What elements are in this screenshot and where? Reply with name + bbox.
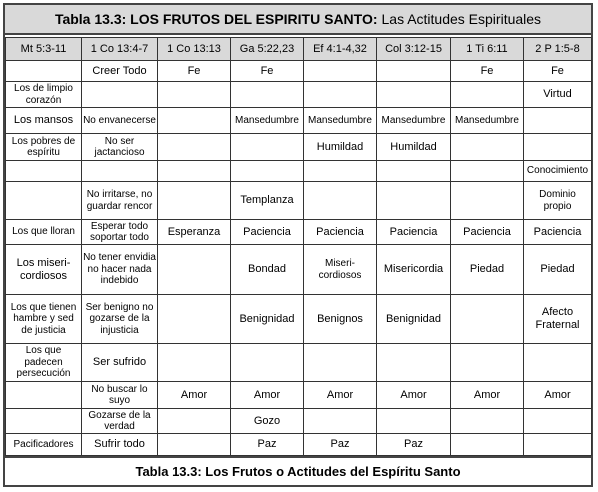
table-cell: Paciencia <box>304 220 377 245</box>
table-row <box>6 182 592 220</box>
table-cell <box>6 409 82 434</box>
table-cell <box>524 434 592 456</box>
table-cell <box>6 182 82 220</box>
table-cell: Esperar todo soportar todo <box>82 220 158 245</box>
table-cell <box>451 344 524 382</box>
table-cell: Ser sufrido <box>82 344 158 382</box>
table-cell: Gozarse de la verdad <box>82 409 158 434</box>
table-cell <box>158 434 231 456</box>
table-cell <box>231 82 304 108</box>
table-cell: Los que tienen hambre y sed de justicia <box>6 295 82 344</box>
table-cell: Amor <box>158 382 231 409</box>
table-row <box>6 434 592 456</box>
table-cell: No buscar lo suyo <box>82 382 158 409</box>
table-row <box>6 61 592 82</box>
column-header: 1 Co 13:13 <box>158 38 231 61</box>
fruits-table <box>5 37 592 456</box>
column-header: Ef 4:1-4,32 <box>304 38 377 61</box>
table-cell: Bondad <box>231 245 304 295</box>
table-cell <box>304 409 377 434</box>
table-cell: No envanecerse <box>82 108 158 134</box>
table-cell: Los de limpio corazón <box>6 82 82 108</box>
table-cell: Mansedumbre <box>451 108 524 134</box>
table-cell <box>6 161 82 182</box>
table-cell <box>451 295 524 344</box>
table-cell: Virtud <box>524 82 592 108</box>
table-cell <box>451 82 524 108</box>
table-cell <box>6 61 82 82</box>
table-row <box>6 134 592 161</box>
table-cell <box>524 134 592 161</box>
table-cell <box>82 161 158 182</box>
table-cell: Mansedumbre <box>377 108 451 134</box>
table-cell <box>231 161 304 182</box>
table-cell <box>158 182 231 220</box>
table-cell: Mansedumbre <box>304 108 377 134</box>
table-cell: Paciencia <box>377 220 451 245</box>
column-header: 1 Co 13:4-7 <box>82 38 158 61</box>
table-row <box>6 295 592 344</box>
table-cell: Amor <box>304 382 377 409</box>
table-cell: Fe <box>231 61 304 82</box>
table-cell <box>524 344 592 382</box>
column-header: 2 P 1:5-8 <box>524 38 592 61</box>
table-cell: Amor <box>377 382 451 409</box>
column-header: Ga 5:22,23 <box>231 38 304 61</box>
table-cell <box>158 409 231 434</box>
table-cell: No ser jactancioso <box>82 134 158 161</box>
table-title-rest: Las Actitudes Espirituales <box>381 11 542 27</box>
table-cell: No tener envidia no hacer nada indebido <box>82 245 158 295</box>
table-cell <box>304 344 377 382</box>
header-row <box>6 38 592 61</box>
table-cell: Benignos <box>304 295 377 344</box>
table-cell: Fe <box>451 61 524 82</box>
column-header: Mt 5:3-11 <box>6 38 82 61</box>
table-cell: Templanza <box>231 182 304 220</box>
table-row <box>6 161 592 182</box>
table-cell: Afecto Fraternal <box>524 295 592 344</box>
table-cell: Paciencia <box>524 220 592 245</box>
table-cell <box>82 82 158 108</box>
table-cell <box>451 434 524 456</box>
table-cell: Sufrir todo <box>82 434 158 456</box>
table-cell <box>158 134 231 161</box>
table-cell: Misericordia <box>377 245 451 295</box>
table-cell: Los que padecen persecución <box>6 344 82 382</box>
table-cell <box>524 108 592 134</box>
table-cell: Los mansos <box>6 108 82 134</box>
table-cell: Mansedumbre <box>231 108 304 134</box>
table-cell <box>6 382 82 409</box>
table-row <box>6 344 592 382</box>
table-cell <box>158 161 231 182</box>
table-cell: Fe <box>158 61 231 82</box>
table-cell: Conocimiento <box>524 161 592 182</box>
table-cell: Paz <box>377 434 451 456</box>
table-cell: Creer Todo <box>82 61 158 82</box>
table-cell <box>304 82 377 108</box>
table-row <box>6 108 592 134</box>
table-cell: Paciencia <box>451 220 524 245</box>
table-cell <box>451 182 524 220</box>
table-cell <box>158 344 231 382</box>
table-cell: Fe <box>524 61 592 82</box>
table-cell <box>377 161 451 182</box>
table-cell <box>231 344 304 382</box>
table-title-bold: Tabla 13.3: LOS FRUTOS DEL ESPIRITU SANTO: <box>54 11 378 27</box>
table-cell: Paz <box>304 434 377 456</box>
table-cell <box>304 182 377 220</box>
table-cell <box>451 134 524 161</box>
table-row <box>6 382 592 409</box>
table-cell: Humildad <box>377 134 451 161</box>
table-cell <box>377 182 451 220</box>
table-cell <box>158 108 231 134</box>
table-cell: Gozo <box>231 409 304 434</box>
table-cell: Dominio propio <box>524 182 592 220</box>
table-cell: Benignidad <box>231 295 304 344</box>
column-header: 1 Ti 6:11 <box>451 38 524 61</box>
table-cell <box>231 134 304 161</box>
table-cell: Los que lloran <box>6 220 82 245</box>
table-cell <box>524 409 592 434</box>
table-cell: Benignidad <box>377 295 451 344</box>
table-cell <box>304 161 377 182</box>
table-cell: Paciencia <box>231 220 304 245</box>
table-cell <box>377 344 451 382</box>
table-cell: Amor <box>231 382 304 409</box>
table-cell <box>377 409 451 434</box>
table-row <box>6 220 592 245</box>
table-cell: Piedad <box>451 245 524 295</box>
table-cell: Amor <box>451 382 524 409</box>
table-cell: Los miseri-cordiosos <box>6 245 82 295</box>
table-cell <box>377 61 451 82</box>
table-cell <box>377 82 451 108</box>
column-header: Col 3:12-15 <box>377 38 451 61</box>
table-cell <box>451 161 524 182</box>
table-cell: Pacificadores <box>6 434 82 456</box>
table-cell: Miseri-cordiosos <box>304 245 377 295</box>
table-cell: Piedad <box>524 245 592 295</box>
table-cell: Amor <box>524 382 592 409</box>
table-row <box>6 409 592 434</box>
table-cell: No irritarse, no guardar rencor <box>82 182 158 220</box>
table-cell <box>158 245 231 295</box>
table-cell <box>158 295 231 344</box>
table-row <box>6 245 592 295</box>
table-caption: Tabla 13.3: Los Frutos o Actitudes del Espíritu Santo <box>5 456 591 484</box>
table-cell: Ser benigno no gozarse de la injusticia <box>82 295 158 344</box>
table-cell <box>304 61 377 82</box>
table-cell: Paz <box>231 434 304 456</box>
table-row <box>6 82 592 108</box>
table-cell <box>451 409 524 434</box>
table-cell <box>158 82 231 108</box>
table-title <box>5 5 591 35</box>
table-cell: Los pobres de espíritu <box>6 134 82 161</box>
table-cell: Esperanza <box>158 220 231 245</box>
table-cell: Humildad <box>304 134 377 161</box>
